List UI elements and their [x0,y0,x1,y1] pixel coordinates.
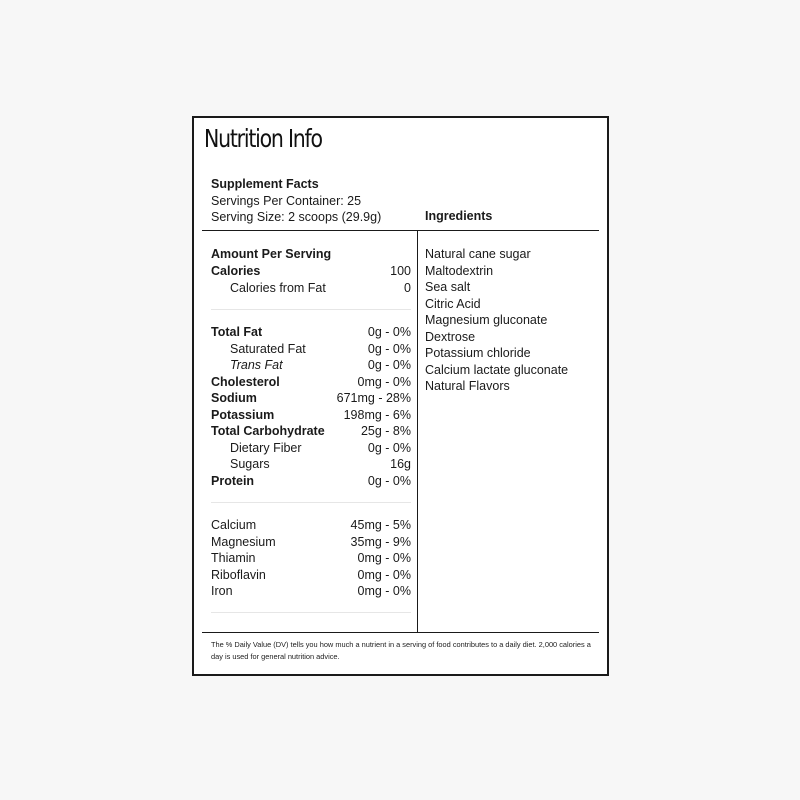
page-title: Nutrition Info [204,124,322,153]
nutrient-value: 0g - 0% [367,325,411,339]
nutrient-value: 25g - 8% [360,424,411,438]
nutrient-value: 35mg - 9% [350,534,411,549]
nutrient-value: 0mg - 0% [357,567,411,582]
nutrient-row [211,456,411,473]
nutrient-label: Total Fat [211,325,263,339]
nutrient-value: 0g - 0% [367,440,411,455]
ingredients-heading: Ingredients [425,209,493,223]
nutrient-label: Calories from Fat [230,280,326,295]
nutrient-label: Magnesium [211,534,276,549]
ingredient-item: Potassium chloride [425,346,531,360]
section-divider [211,502,411,503]
nutrient-row [211,567,411,584]
section-divider [211,309,411,310]
nutrient-label: Total Carbohydrate [211,424,325,438]
nutrient-value: 0 [404,280,411,295]
header-divider [202,230,599,231]
ingredient-item: Magnesium gluconate [425,313,548,327]
nutrient-value: 0g - 0% [367,358,411,372]
nutrient-label: Protein [211,473,255,488]
nutrient-value: 0mg - 0% [357,551,411,565]
nutrient-value: 16g [390,457,411,471]
nutrient-row [211,357,411,374]
supplement-facts-heading: Supplement Facts [211,177,319,191]
nutrient-row [211,341,411,358]
nutrient-label: Dietary Fiber [230,440,302,455]
servings-per-container: Servings Per Container: 25 [211,193,362,208]
nutrient-row [211,263,411,280]
footer-divider [202,632,599,633]
nutrient-value: 0mg - 0% [357,374,411,389]
nutrient-row [211,473,411,490]
nutrient-value: 0g - 0% [367,341,411,356]
nutrient-label: Iron [211,584,233,598]
amount-per-serving: Amount Per Serving [211,247,332,261]
nutrient-label: Sugars [230,457,270,471]
ingredient-item: Maltodextrin [425,263,494,278]
nutrient-label: Sodium [211,391,257,405]
ingredient-item: Natural Flavors [425,379,510,393]
nutrient-label: Thiamin [211,551,256,565]
nutrient-value: 198mg - 6% [343,407,411,422]
nutrient-row [211,550,411,567]
nutrient-label: Calories [211,264,261,278]
nutrient-label: Riboflavin [211,567,266,582]
nutrition-panel [192,116,609,676]
nutrient-value: 0mg - 0% [357,584,411,598]
nutrient-row [211,423,411,440]
nutrient-row [211,280,411,297]
nutrient-row [211,374,411,391]
nutrient-label: Potassium [211,407,275,422]
nutrient-label: Saturated Fat [230,341,306,356]
ingredient-item: Dextrose [425,329,476,344]
ingredients-list [425,246,568,395]
ingredient-item: Calcium lactate gluconate [425,362,569,377]
serving-size: Serving Size: 2 scoops (29.9g) [211,210,382,224]
nutrient-label: Cholesterol [211,374,280,389]
nutrient-row [211,534,411,551]
nutrient-row [211,390,411,407]
daily-value-footnote: The % Daily Value (DV) tells you how much a nutrient in a serving of food contributes to a daily diet. 2,000 calories a day is used for general nutrition advice. [211,640,591,661]
nutrient-value: 0g - 0% [367,473,411,488]
nutrient-value: 100 [390,264,411,278]
nutrient-row [211,324,411,341]
nutrient-row [211,440,411,457]
supplement-header [211,176,381,226]
nutrient-label: Trans Fat [230,358,283,372]
ingredient-item: Sea salt [425,280,471,294]
nutrient-row [211,517,411,534]
column-divider [417,230,418,632]
nutrient-row [211,583,411,600]
nutrient-value: 45mg - 5% [350,518,411,532]
ingredient-item: Natural cane sugar [425,247,531,261]
nutrient-value: 671mg - 28% [336,391,411,405]
nutrient-label: Calcium [211,518,257,532]
nutrient-row [211,407,411,424]
section-divider [211,612,411,613]
ingredient-item: Citric Acid [425,296,481,311]
